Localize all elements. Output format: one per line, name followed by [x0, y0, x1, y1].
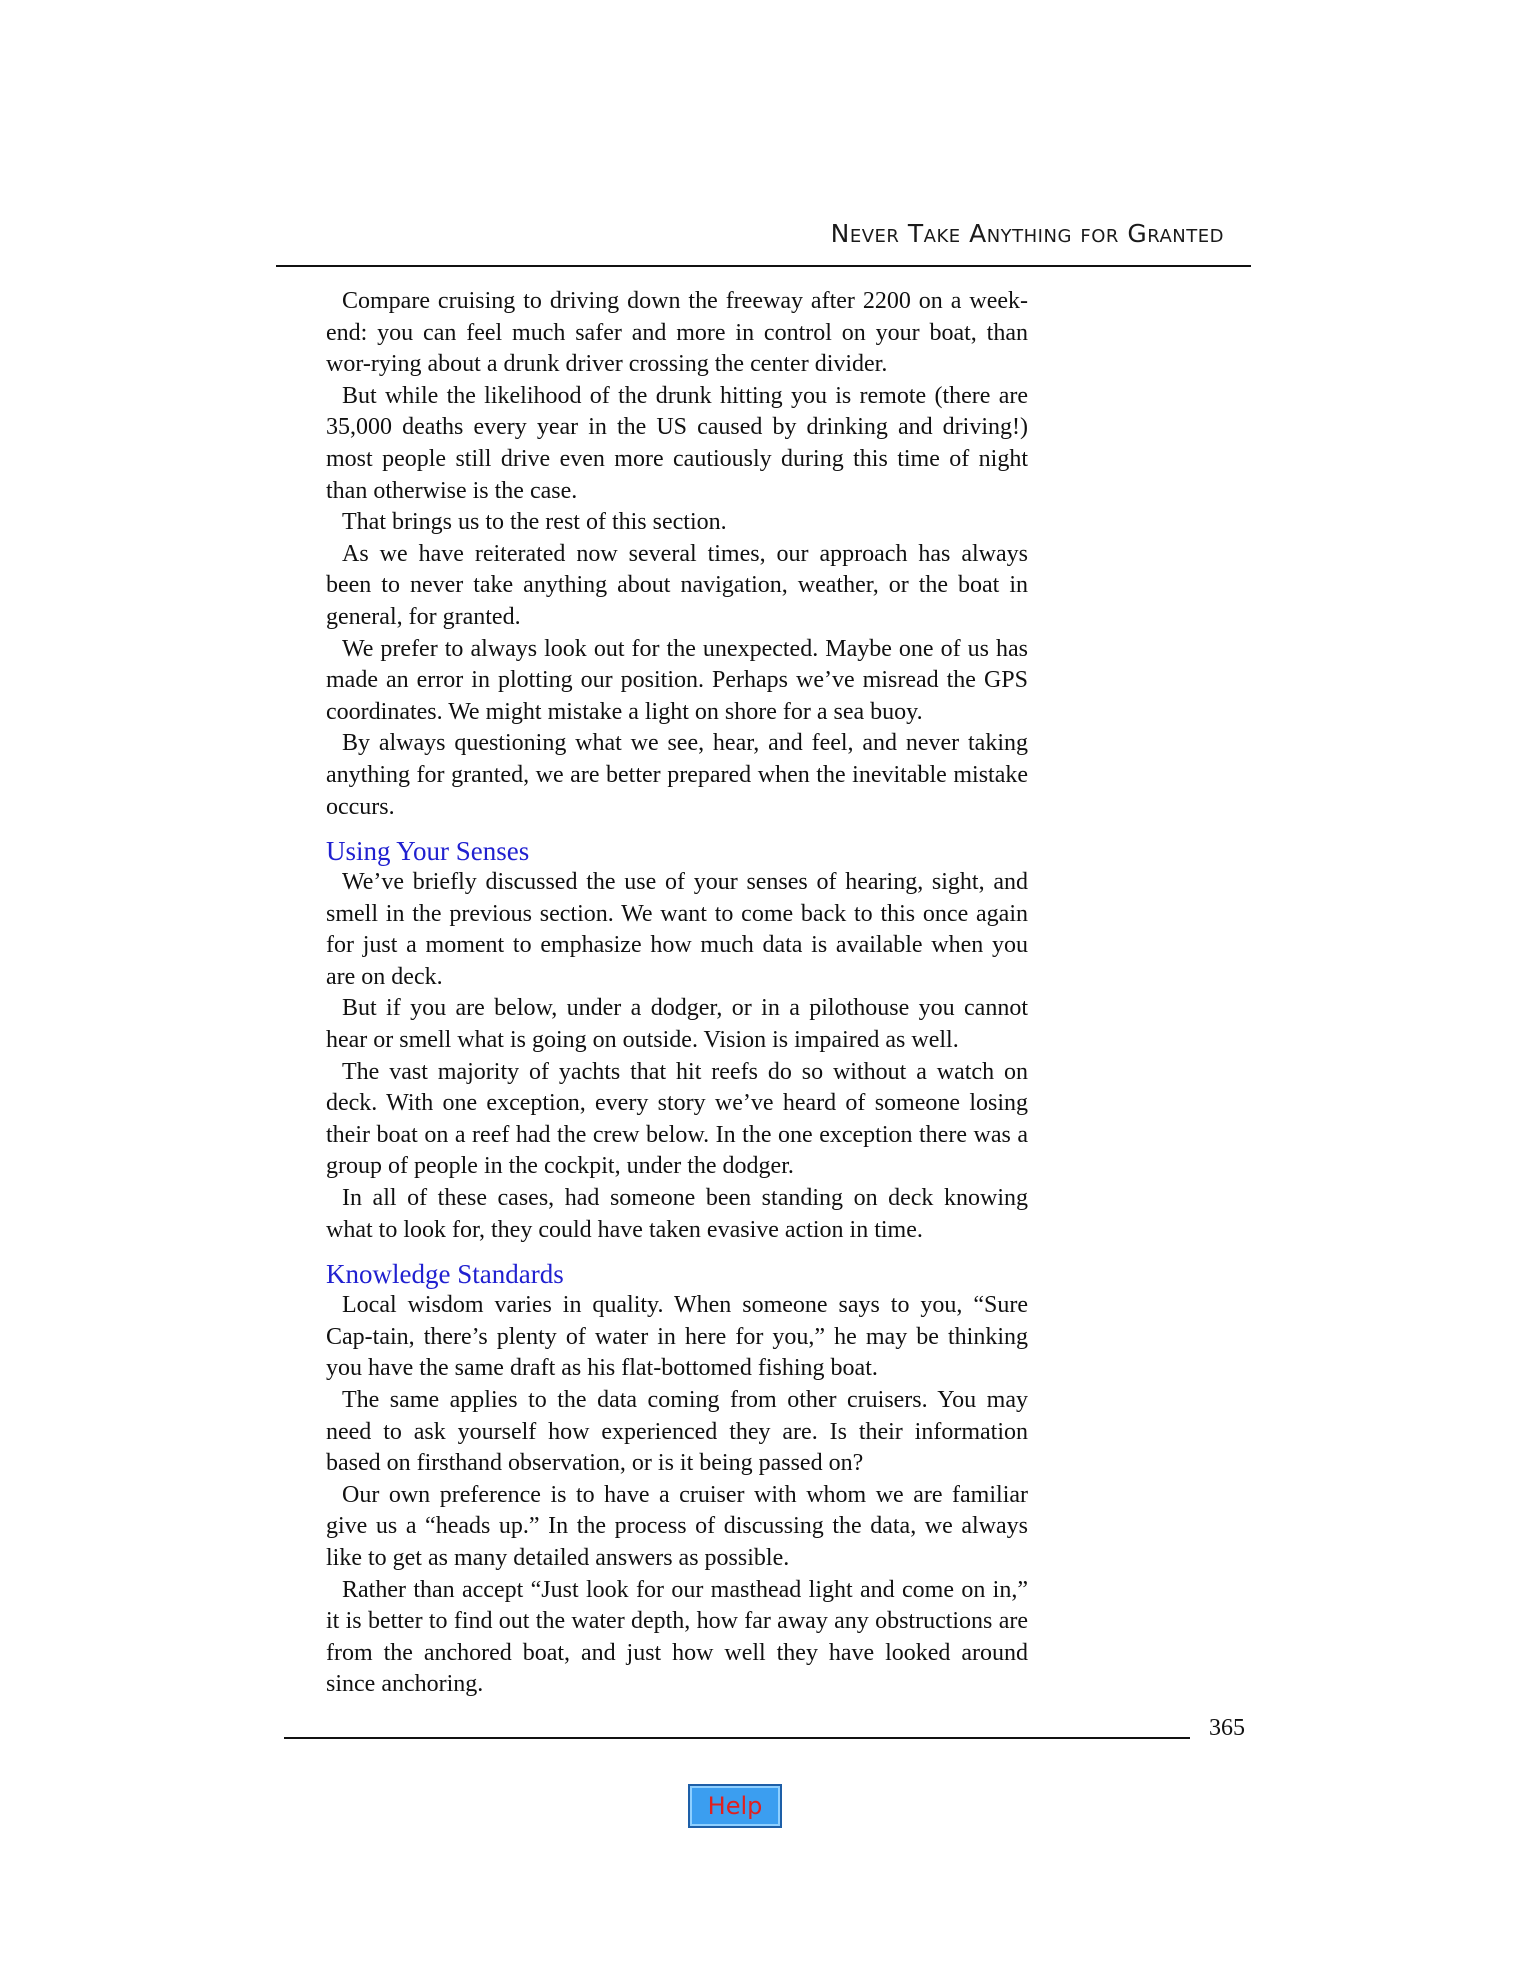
- section-heading-knowledge-standards: Knowledge Standards: [326, 1259, 564, 1290]
- paragraph: We prefer to always look out for the unexpected. Maybe one of us has made an error in plotting our position. Perhaps we’ve misread the GPS coordinates. We might mistake a light on shore for a sea buoy.: [326, 635, 1028, 725]
- paragraph: We’ve briefly discussed the use of your senses of hearing, sight, and smell in the previous section. We want to come back to this once again for just a moment to emphasize how much data is available when you are on deck.: [326, 869, 1028, 990]
- paragraph: The same applies to the data coming from other cruisers. You may need to ask yourself how experienced they are. Is their information based on firsthand observation, or is it being passed on?: [326, 1387, 1028, 1477]
- page-number: 365: [1209, 1715, 1245, 1741]
- running-head: Never Take Anything for Granted: [830, 219, 1224, 248]
- paragraph: But if you are below, under a dodger, or in a pilothouse you cannot hear or smell what is going on outside. Vision is impaired as well.: [326, 995, 1028, 1054]
- paragraph: Our own preference is to have a cruiser with whom we are familiar give us a “heads up.” In the process of discussing the data, we always like to get as many detailed answers as possible.: [326, 1481, 1028, 1571]
- paragraph: As we have reiterated now several times, our approach has always been to never take anything about navigation, weather, or the boat in general, for granted.: [326, 540, 1028, 630]
- paragraph: By always questioning what we see, hear, and feel, and never taking anything for granted, we are better prepared when the inevitable mistake occurs.: [326, 730, 1028, 820]
- paragraph: In all of these cases, had someone been standing on deck knowing what to look for, they could have taken evasive action in time.: [326, 1185, 1028, 1243]
- header-rule: [276, 265, 1251, 267]
- paragraph: But while the likelihood of the drunk hitting you is remote (there are 35,000 deaths every year in the US caused by drinking and driving!) most people still drive even more cautiously during this time of night than otherwise is the case.: [326, 382, 1028, 504]
- body-text: [326, 286, 1028, 1701]
- section-heading-using-your-senses: Using Your Senses: [326, 836, 530, 867]
- paragraph: The vast majority of yachts that hit reefs do so without a watch on deck. With one exception, every story we’ve heard of someone losing their boat on a reef had the crew below. In the one exception there was a group of people in the cockpit, under the dodger.: [326, 1058, 1028, 1180]
- footer-rule: [284, 1737, 1190, 1739]
- paragraph: Local wisdom varies in quality. When someone says to you, “Sure Cap-tain, there’s plenty of water in here for you,” he may be thinking you have the same draft as his flat-bottomed fishing boat.: [326, 1292, 1028, 1382]
- paragraph: Rather than accept “Just look for our masthead light and come on in,” it is better to find out the water depth, how far away any obstructions are from the anchored boat, and just how well they have looked around since anchoring.: [326, 1576, 1028, 1698]
- help-button[interactable]: Help: [688, 1784, 782, 1828]
- paragraph: Compare cruising to driving down the freeway after 2200 on a week-end: you can feel much safer and more in control on your boat, than wor-rying about a drunk driver crossing the center divider.: [326, 288, 1028, 378]
- paragraph: That brings us to the rest of this section.: [342, 509, 727, 536]
